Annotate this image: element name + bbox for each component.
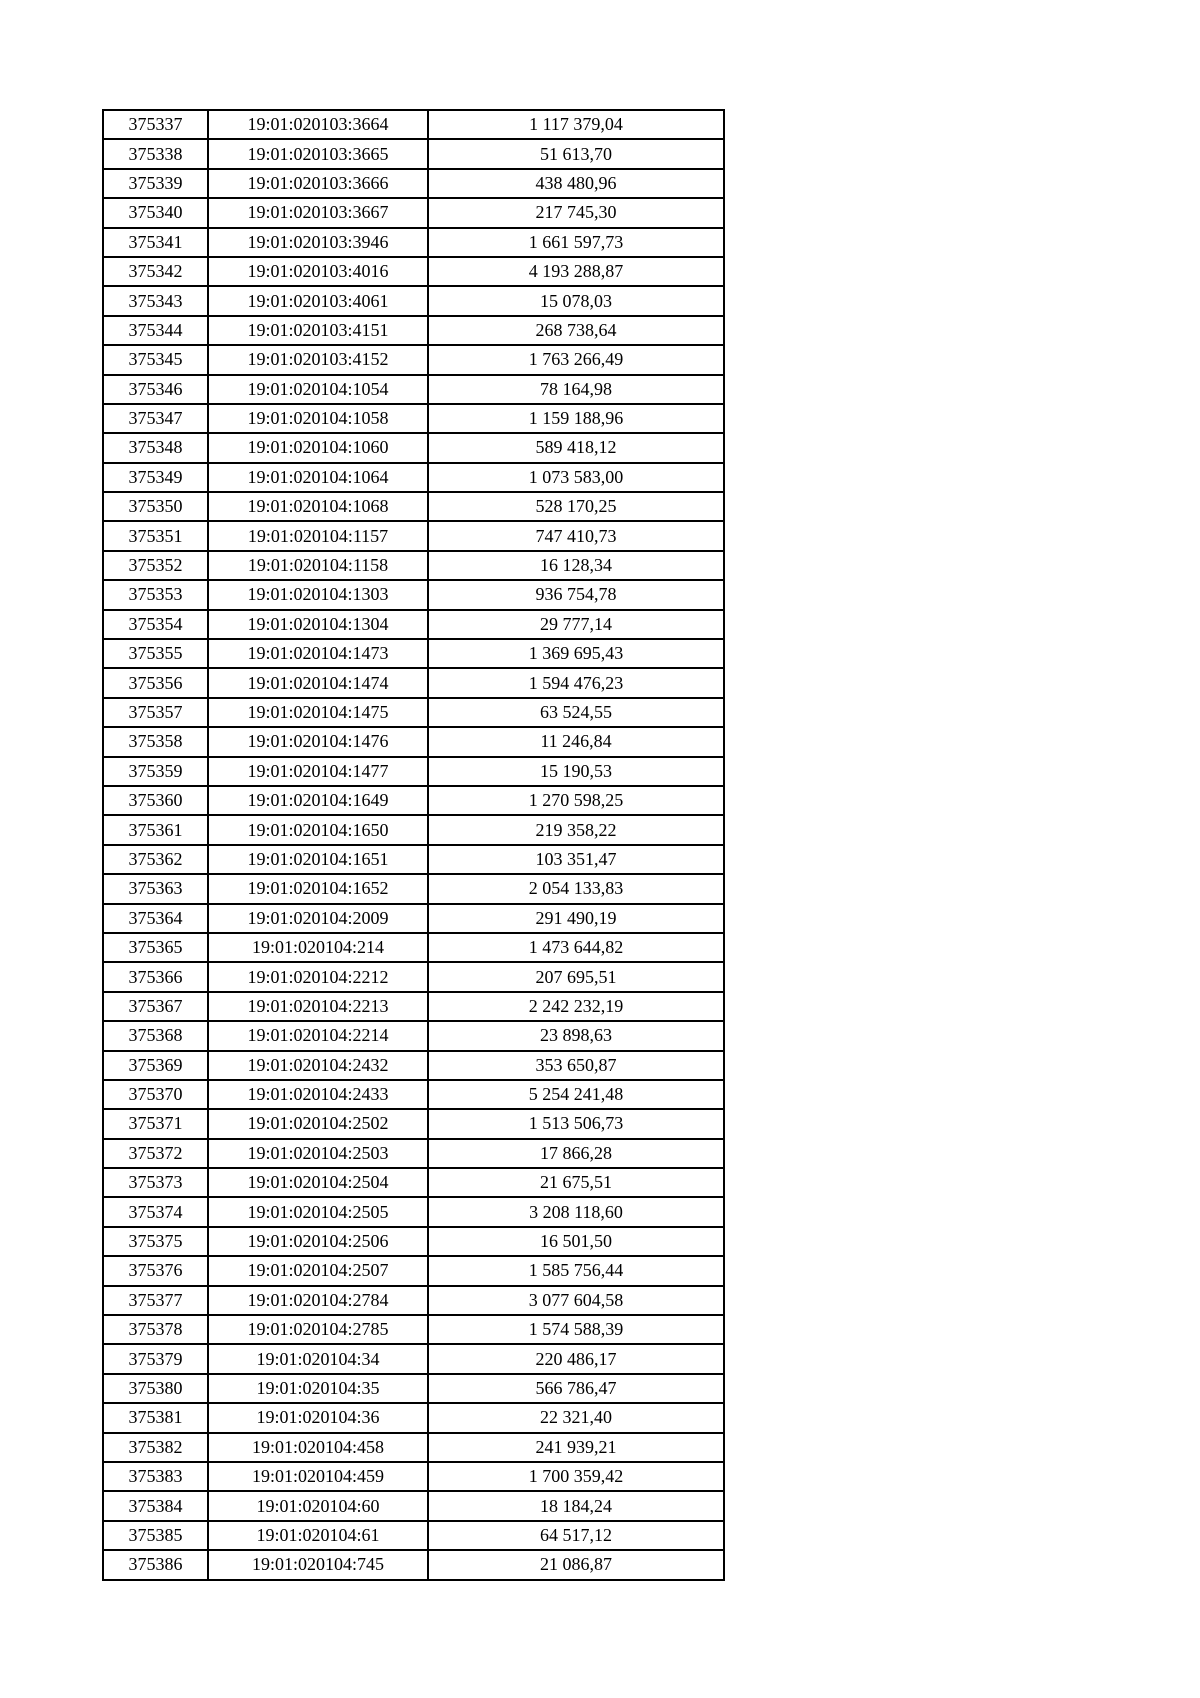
cadastral-value-cell: 747 410,73: [428, 521, 724, 550]
cadastral-number-cell: 19:01:020104:36: [208, 1403, 428, 1432]
cadastral-number-cell: 19:01:020103:4151: [208, 316, 428, 345]
cadastral-value-cell: 1 473 644,82: [428, 933, 724, 962]
cadastral-value-cell: 16 501,50: [428, 1227, 724, 1256]
table-row: [103, 1197, 724, 1226]
row-number-cell: 375360: [103, 786, 208, 815]
cadastral-number-cell: 19:01:020104:2505: [208, 1197, 428, 1226]
cadastral-number-cell: 19:01:020104:35: [208, 1374, 428, 1403]
cadastral-value-cell: 1 574 588,39: [428, 1315, 724, 1344]
table-row: [103, 1403, 724, 1432]
table-row: [103, 1080, 724, 1109]
cadastral-number-cell: 19:01:020104:2212: [208, 962, 428, 991]
row-number-cell: 375381: [103, 1403, 208, 1432]
row-number-cell: 375350: [103, 492, 208, 521]
cadastral-value-cell: 1 270 598,25: [428, 786, 724, 815]
row-number-cell: 375342: [103, 257, 208, 286]
table-row: [103, 1051, 724, 1080]
cadastral-number-cell: 19:01:020104:1474: [208, 668, 428, 697]
cadastral-value-cell: 268 738,64: [428, 316, 724, 345]
table-row: [103, 375, 724, 404]
table-row: [103, 492, 724, 521]
row-number-cell: 375345: [103, 345, 208, 374]
cadastral-value-cell: 78 164,98: [428, 375, 724, 404]
row-number-cell: 375346: [103, 375, 208, 404]
row-number-cell: 375376: [103, 1256, 208, 1285]
row-number-cell: 375380: [103, 1374, 208, 1403]
row-number-cell: 375364: [103, 904, 208, 933]
table-row: [103, 1315, 724, 1344]
cadastral-value-cell: 51 613,70: [428, 139, 724, 168]
table-row: [103, 1344, 724, 1373]
cadastral-number-cell: 19:01:020103:4016: [208, 257, 428, 286]
row-number-cell: 375362: [103, 845, 208, 874]
cadastral-number-cell: 19:01:020104:1158: [208, 551, 428, 580]
cadastral-number-cell: 19:01:020104:2213: [208, 992, 428, 1021]
row-number-cell: 375358: [103, 727, 208, 756]
table-row: [103, 698, 724, 727]
table-row: [103, 1256, 724, 1285]
cadastral-value-cell: 1 073 583,00: [428, 463, 724, 492]
cadastral-number-cell: 19:01:020103:3946: [208, 228, 428, 257]
cadastral-value-cell: 18 184,24: [428, 1491, 724, 1520]
row-number-cell: 375370: [103, 1080, 208, 1109]
cadastral-number-cell: 19:01:020104:1477: [208, 757, 428, 786]
cadastral-value-cell: 21 086,87: [428, 1550, 724, 1579]
table-row: [103, 1109, 724, 1138]
table-body: [103, 110, 724, 1580]
cadastral-value-cell: 21 675,51: [428, 1168, 724, 1197]
cadastral-number-cell: 19:01:020104:1064: [208, 463, 428, 492]
row-number-cell: 375355: [103, 639, 208, 668]
row-number-cell: 375367: [103, 992, 208, 1021]
cadastral-value-cell: 22 321,40: [428, 1403, 724, 1432]
cadastral-number-cell: 19:01:020104:1652: [208, 874, 428, 903]
row-number-cell: 375354: [103, 610, 208, 639]
table-row: [103, 1139, 724, 1168]
cadastral-number-cell: 19:01:020104:1068: [208, 492, 428, 521]
cadastral-value-cell: 11 246,84: [428, 727, 724, 756]
row-number-cell: 375366: [103, 962, 208, 991]
cadastral-number-cell: 19:01:020103:3664: [208, 110, 428, 139]
cadastral-number-cell: 19:01:020104:34: [208, 1344, 428, 1373]
row-number-cell: 375386: [103, 1550, 208, 1579]
cadastral-value-cell: 1 594 476,23: [428, 668, 724, 697]
cadastral-number-cell: 19:01:020104:459: [208, 1462, 428, 1491]
table-row: [103, 639, 724, 668]
row-number-cell: 375356: [103, 668, 208, 697]
table-row: [103, 228, 724, 257]
row-number-cell: 375343: [103, 286, 208, 315]
row-number-cell: 375348: [103, 433, 208, 462]
table-row: [103, 1462, 724, 1491]
cadastral-value-cell: 207 695,51: [428, 962, 724, 991]
cadastral-value-cell: 1 661 597,73: [428, 228, 724, 257]
cadastral-value-cell: 217 745,30: [428, 198, 724, 227]
cadastral-number-cell: 19:01:020104:1304: [208, 610, 428, 639]
table-row: [103, 463, 724, 492]
table-row: [103, 962, 724, 991]
cadastral-number-cell: 19:01:020104:2503: [208, 1139, 428, 1168]
cadastral-value-cell: 438 480,96: [428, 169, 724, 198]
table-row: [103, 668, 724, 697]
cadastral-number-cell: 19:01:020103:3667: [208, 198, 428, 227]
row-number-cell: 375375: [103, 1227, 208, 1256]
cadastral-value-cell: 1 700 359,42: [428, 1462, 724, 1491]
cadastral-number-cell: 19:01:020104:2009: [208, 904, 428, 933]
row-number-cell: 375338: [103, 139, 208, 168]
cadastral-value-cell: 3 208 118,60: [428, 1197, 724, 1226]
table-row: [103, 845, 724, 874]
cadastral-value-cell: 2 242 232,19: [428, 992, 724, 1021]
cadastral-value-cell: 1 763 266,49: [428, 345, 724, 374]
table-row: [103, 1521, 724, 1550]
cadastral-number-cell: 19:01:020104:1475: [208, 698, 428, 727]
row-number-cell: 375377: [103, 1286, 208, 1315]
cadastral-value-cell: 17 866,28: [428, 1139, 724, 1168]
cadastral-value-cell: 566 786,47: [428, 1374, 724, 1403]
cadastral-number-cell: 19:01:020104:60: [208, 1491, 428, 1520]
cadastral-value-cell: 15 078,03: [428, 286, 724, 315]
row-number-cell: 375351: [103, 521, 208, 550]
cadastral-number-cell: 19:01:020104:1157: [208, 521, 428, 550]
cadastral-value-cell: 3 077 604,58: [428, 1286, 724, 1315]
cadastral-value-cell: 16 128,34: [428, 551, 724, 580]
cadastral-number-cell: 19:01:020104:2785: [208, 1315, 428, 1344]
cadastral-number-cell: 19:01:020104:745: [208, 1550, 428, 1579]
cadastral-value-cell: 1 369 695,43: [428, 639, 724, 668]
cadastral-number-cell: 19:01:020104:1060: [208, 433, 428, 462]
cadastral-number-cell: 19:01:020104:1476: [208, 727, 428, 756]
row-number-cell: 375349: [103, 463, 208, 492]
cadastral-number-cell: 19:01:020104:2432: [208, 1051, 428, 1080]
table-row: [103, 1374, 724, 1403]
cadastral-value-cell: 4 193 288,87: [428, 257, 724, 286]
row-number-cell: 375382: [103, 1433, 208, 1462]
table-row: [103, 727, 724, 756]
row-number-cell: 375384: [103, 1491, 208, 1520]
table-row: [103, 551, 724, 580]
cadastral-value-cell: 220 486,17: [428, 1344, 724, 1373]
cadastral-value-cell: 528 170,25: [428, 492, 724, 521]
cadastral-number-cell: 19:01:020104:214: [208, 933, 428, 962]
table-row: [103, 286, 724, 315]
row-number-cell: 375372: [103, 1139, 208, 1168]
table-row: [103, 110, 724, 139]
cadastral-number-cell: 19:01:020104:458: [208, 1433, 428, 1462]
table-row: [103, 257, 724, 286]
table-row: [103, 874, 724, 903]
cadastral-value-cell: 589 418,12: [428, 433, 724, 462]
table-row: [103, 1433, 724, 1462]
cadastral-number-cell: 19:01:020103:4061: [208, 286, 428, 315]
table-row: [103, 992, 724, 1021]
row-number-cell: 375339: [103, 169, 208, 198]
table-row: [103, 198, 724, 227]
row-number-cell: 375369: [103, 1051, 208, 1080]
cadastral-number-cell: 19:01:020104:1649: [208, 786, 428, 815]
cadastral-value-cell: 29 777,14: [428, 610, 724, 639]
table-row: [103, 316, 724, 345]
row-number-cell: 375344: [103, 316, 208, 345]
cadastral-number-cell: 19:01:020104:2433: [208, 1080, 428, 1109]
table-row: [103, 139, 724, 168]
cadastral-number-cell: 19:01:020104:1473: [208, 639, 428, 668]
row-number-cell: 375368: [103, 1021, 208, 1050]
cadastral-value-cell: 1 513 506,73: [428, 1109, 724, 1138]
cadastral-value-cell: 291 490,19: [428, 904, 724, 933]
cadastral-value-cell: 353 650,87: [428, 1051, 724, 1080]
table-row: [103, 1286, 724, 1315]
table-row: [103, 786, 724, 815]
table-row: [103, 1168, 724, 1197]
row-number-cell: 375347: [103, 404, 208, 433]
row-number-cell: 375378: [103, 1315, 208, 1344]
cadastral-number-cell: 19:01:020104:1303: [208, 580, 428, 609]
cadastral-number-cell: 19:01:020103:4152: [208, 345, 428, 374]
cadastral-number-cell: 19:01:020104:61: [208, 1521, 428, 1550]
cadastral-value-cell: 241 939,21: [428, 1433, 724, 1462]
row-number-cell: 375340: [103, 198, 208, 227]
table-row: [103, 815, 724, 844]
row-number-cell: 375341: [103, 228, 208, 257]
row-number-cell: 375374: [103, 1197, 208, 1226]
cadastral-number-cell: 19:01:020104:2507: [208, 1256, 428, 1285]
table-row: [103, 345, 724, 374]
cadastral-number-cell: 19:01:020104:2504: [208, 1168, 428, 1197]
cadastral-value-table: [102, 109, 725, 1581]
cadastral-value-cell: 1 159 188,96: [428, 404, 724, 433]
table-row: [103, 1021, 724, 1050]
cadastral-number-cell: 19:01:020104:2506: [208, 1227, 428, 1256]
table-row: [103, 904, 724, 933]
row-number-cell: 375359: [103, 757, 208, 786]
cadastral-value-cell: 1 117 379,04: [428, 110, 724, 139]
table-row: [103, 1227, 724, 1256]
row-number-cell: 375337: [103, 110, 208, 139]
cadastral-value-cell: 936 754,78: [428, 580, 724, 609]
table-row: [103, 169, 724, 198]
cadastral-number-cell: 19:01:020104:2784: [208, 1286, 428, 1315]
row-number-cell: 375353: [103, 580, 208, 609]
cadastral-number-cell: 19:01:020103:3666: [208, 169, 428, 198]
row-number-cell: 375352: [103, 551, 208, 580]
cadastral-number-cell: 19:01:020104:1058: [208, 404, 428, 433]
cadastral-value-cell: 1 585 756,44: [428, 1256, 724, 1285]
table-row: [103, 757, 724, 786]
cadastral-number-cell: 19:01:020104:1651: [208, 845, 428, 874]
cadastral-value-cell: 219 358,22: [428, 815, 724, 844]
row-number-cell: 375363: [103, 874, 208, 903]
cadastral-number-cell: 19:01:020104:2502: [208, 1109, 428, 1138]
cadastral-number-cell: 19:01:020104:1650: [208, 815, 428, 844]
cadastral-number-cell: 19:01:020104:1054: [208, 375, 428, 404]
cadastral-value-cell: 23 898,63: [428, 1021, 724, 1050]
table-row: [103, 404, 724, 433]
cadastral-number-cell: 19:01:020104:2214: [208, 1021, 428, 1050]
table-row: [103, 933, 724, 962]
table-row: [103, 1491, 724, 1520]
table-row: [103, 1550, 724, 1579]
table-row: [103, 580, 724, 609]
cadastral-value-cell: 103 351,47: [428, 845, 724, 874]
row-number-cell: 375371: [103, 1109, 208, 1138]
table-row: [103, 521, 724, 550]
row-number-cell: 375385: [103, 1521, 208, 1550]
row-number-cell: 375379: [103, 1344, 208, 1373]
row-number-cell: 375361: [103, 815, 208, 844]
cadastral-value-cell: 15 190,53: [428, 757, 724, 786]
table-row: [103, 433, 724, 462]
cadastral-value-cell: 63 524,55: [428, 698, 724, 727]
row-number-cell: 375373: [103, 1168, 208, 1197]
row-number-cell: 375357: [103, 698, 208, 727]
row-number-cell: 375383: [103, 1462, 208, 1491]
table-row: [103, 610, 724, 639]
cadastral-number-cell: 19:01:020103:3665: [208, 139, 428, 168]
cadastral-value-cell: 64 517,12: [428, 1521, 724, 1550]
row-number-cell: 375365: [103, 933, 208, 962]
cadastral-value-cell: 2 054 133,83: [428, 874, 724, 903]
cadastral-value-cell: 5 254 241,48: [428, 1080, 724, 1109]
